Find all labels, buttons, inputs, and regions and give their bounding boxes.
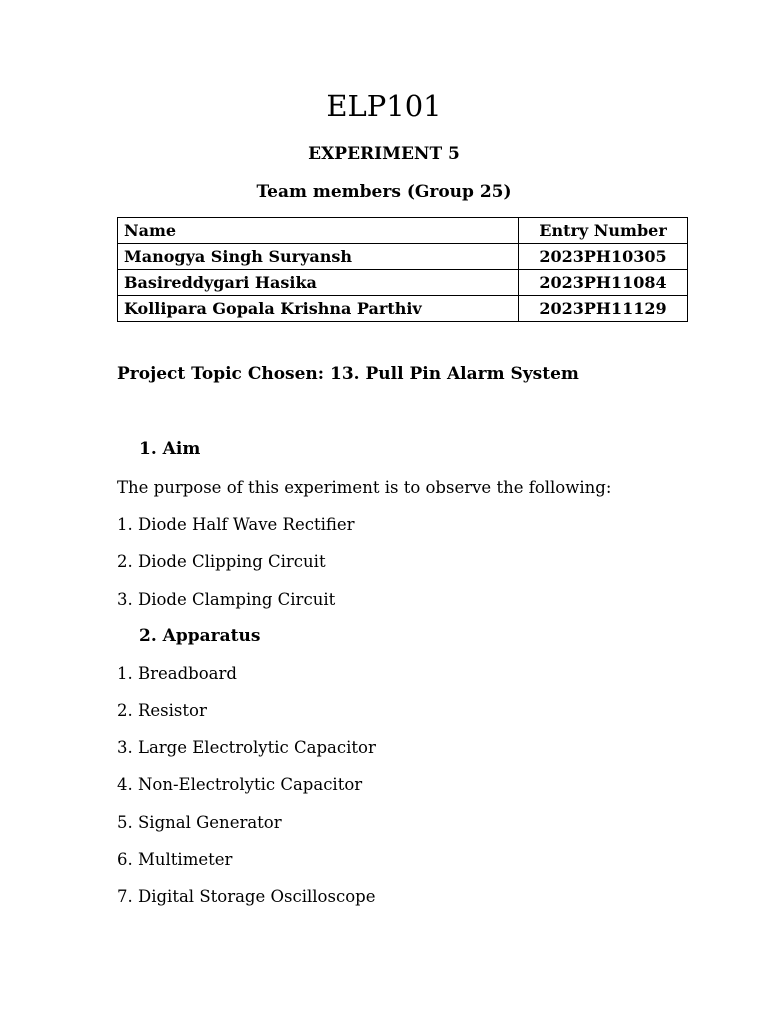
document-title: ELP101 — [326, 89, 442, 123]
list-item: 5. Signal Generator — [117, 813, 282, 832]
member-entry-number: 2023PH10305 — [519, 244, 688, 270]
member-entry-number: 2023PH11129 — [519, 296, 688, 322]
aim-heading: 1. Aim — [139, 439, 201, 459]
member-entry-number: 2023PH11084 — [519, 270, 688, 296]
name-column-header: Name — [118, 218, 519, 244]
entry-number-column-header: Entry Number — [519, 218, 688, 244]
list-item: 4. Non-Electrolytic Capacitor — [117, 775, 363, 794]
list-item: 2. Resistor — [117, 701, 207, 720]
table-row — [118, 270, 688, 296]
aim-intro: The purpose of this experiment is to observe the following: — [117, 478, 612, 497]
list-item: 2. Diode Clipping Circuit — [117, 552, 326, 571]
list-item: 3. Large Electrolytic Capacitor — [117, 738, 376, 757]
table-row — [118, 296, 688, 322]
list-item: 1. Breadboard — [117, 664, 237, 683]
project-topic: Project Topic Chosen: 13. Pull Pin Alarm System — [117, 364, 579, 384]
apparatus-heading: 2. Apparatus — [139, 626, 261, 646]
list-item: 7. Digital Storage Oscilloscope — [117, 887, 376, 906]
table-row — [118, 244, 688, 270]
team-members-table — [117, 217, 688, 322]
experiment-heading: EXPERIMENT 5 — [308, 144, 460, 164]
list-item: 6. Multimeter — [117, 850, 233, 869]
member-name: Manogya Singh Suryansh — [118, 244, 519, 270]
member-name: Basireddygari Hasika — [118, 270, 519, 296]
team-heading: Team members (Group 25) — [256, 182, 512, 202]
list-item: 1. Diode Half Wave Rectifier — [117, 515, 355, 534]
table-header-row — [118, 218, 688, 244]
list-item: 3. Diode Clamping Circuit — [117, 590, 336, 609]
member-name: Kollipara Gopala Krishna Parthiv — [118, 296, 519, 322]
